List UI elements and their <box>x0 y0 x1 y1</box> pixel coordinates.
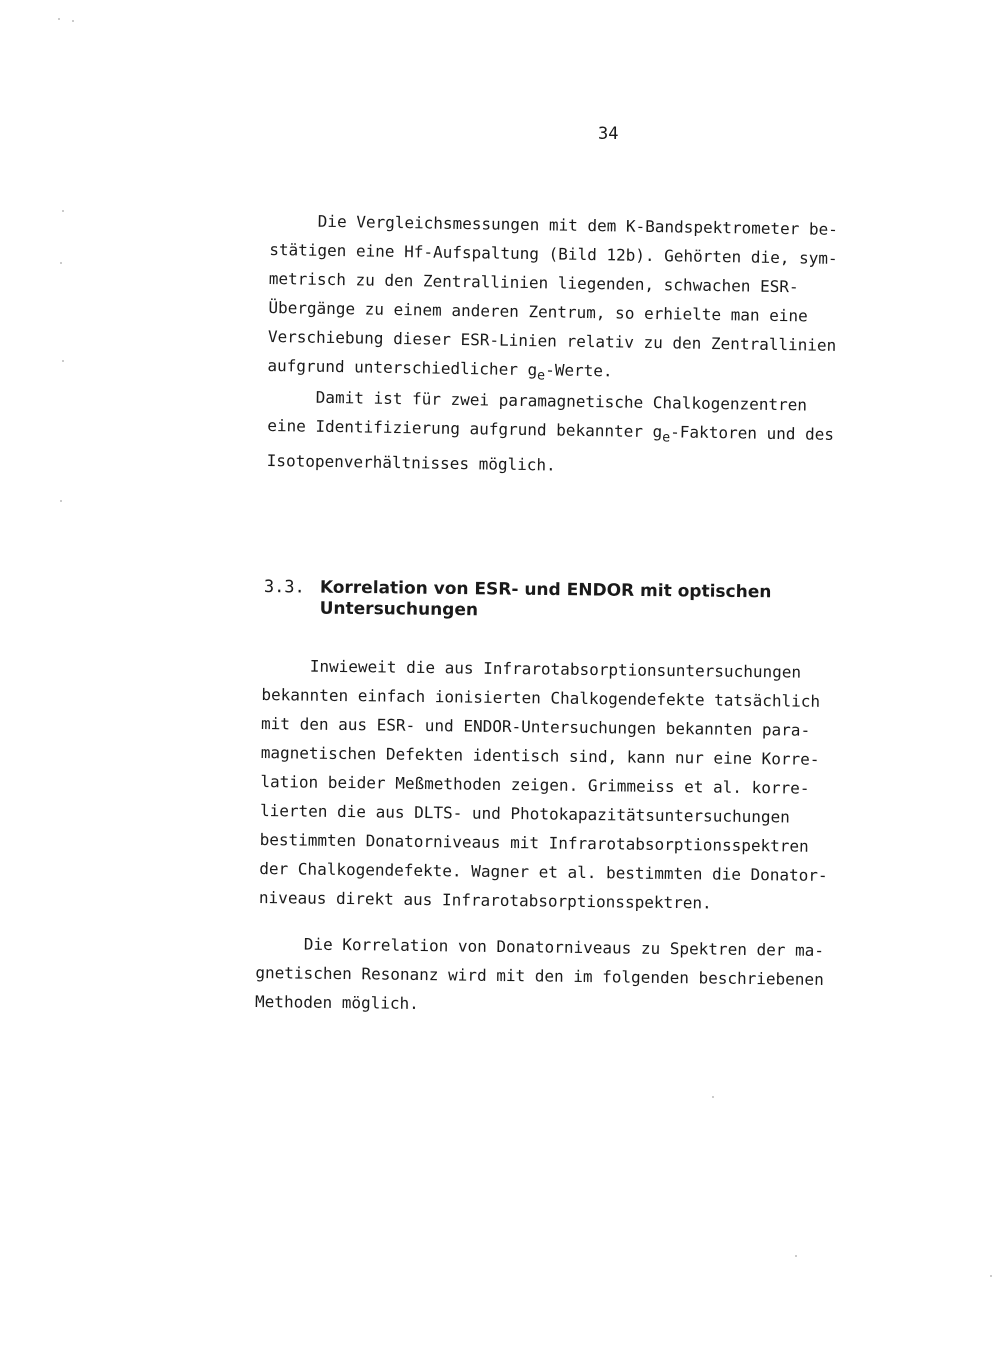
text-line: metrisch zu den Zentrallinien liegenden, schwachen ESR- <box>268 268 799 297</box>
text-line: stätigen eine Hf-Aufspaltung (Bild 12b). Gehörten die, sym- <box>269 239 838 268</box>
scan-speck <box>60 500 62 502</box>
section-title <box>320 578 772 625</box>
scan-speck <box>58 18 60 20</box>
text-line: Inwieweit die aus Infrarotabsorptionsuntersuchungen <box>309 656 802 682</box>
text-line: gnetischen Resonanz wird mit den im folgenden beschriebenen <box>255 962 824 989</box>
scan-speck <box>990 1275 992 1277</box>
text-line: Isotopenverhältnisses möglich. <box>266 451 556 475</box>
text-line: der Chalkogendefekte. Wagner et al. bestimmten die Donator- <box>259 858 828 885</box>
text-line: lation beider Meßmethoden zeigen. Grimmeiss et al. korre- <box>260 771 810 798</box>
scan-speck <box>72 20 74 22</box>
scan-speck <box>712 1096 714 1098</box>
paragraph-methods <box>255 929 824 1023</box>
text-line: Die Vergleichsmessungen mit dem K-Bandspektrometer be- <box>317 211 839 239</box>
text-fragment: eine Identifizierung aufgrund bekannter g <box>267 415 663 442</box>
scan-speck <box>62 210 64 212</box>
section-title-line: Untersuchungen <box>319 598 479 621</box>
paragraph-esr-comparison <box>267 206 838 395</box>
text-line: Übergänge zu einem anderen Zentrum, so erhielte man eine <box>268 297 808 326</box>
text-fragment: -Faktoren und des <box>670 422 835 444</box>
section-title-line: Korrelation von ESR- und ENDOR mit optischen <box>319 577 772 603</box>
text-line: magnetischen Defekten identisch sind, kann nur eine Korre- <box>260 742 820 769</box>
text-line: Damit ist für zwei paramagnetische Chalkogenzentren <box>315 387 808 415</box>
text-fragment: -Werte. <box>545 360 613 381</box>
paragraph-correlation <box>259 651 830 919</box>
scan-speck <box>62 360 64 362</box>
section-number: 3.3. <box>263 577 305 598</box>
text-line: bekannten einfach ionisierten Chalkogendefekte tatsächlich <box>261 684 821 711</box>
subscript: e <box>536 368 546 384</box>
text-line: mit den aus ESR- und ENDOR-Untersuchungen bekannten para- <box>260 713 811 740</box>
text-line: Die Korrelation von Donatorniveaus zu Spektren der ma- <box>303 934 825 960</box>
text-line: lierten die aus DLTS- und Photokapazitätsuntersuchungen <box>259 800 790 827</box>
scan-speck <box>795 1255 797 1257</box>
paragraph-identification <box>267 382 835 484</box>
text-line: niveaus direkt aus Infrarotabsorptionsspektren. <box>258 887 712 913</box>
page-number: 34 <box>598 124 619 144</box>
text-line: Methoden möglich. <box>254 991 419 1013</box>
scan-speck <box>60 262 62 264</box>
text-fragment: aufgrund unterschiedlicher g <box>267 355 538 380</box>
text-line: bestimmten Donatorniveaus mit Infrarotabsorptionsspektren <box>259 829 809 856</box>
text-line: Verschiebung dieser ESR-Linien relativ zu den Zentrallinien <box>267 326 837 355</box>
subscript: e <box>662 430 671 446</box>
